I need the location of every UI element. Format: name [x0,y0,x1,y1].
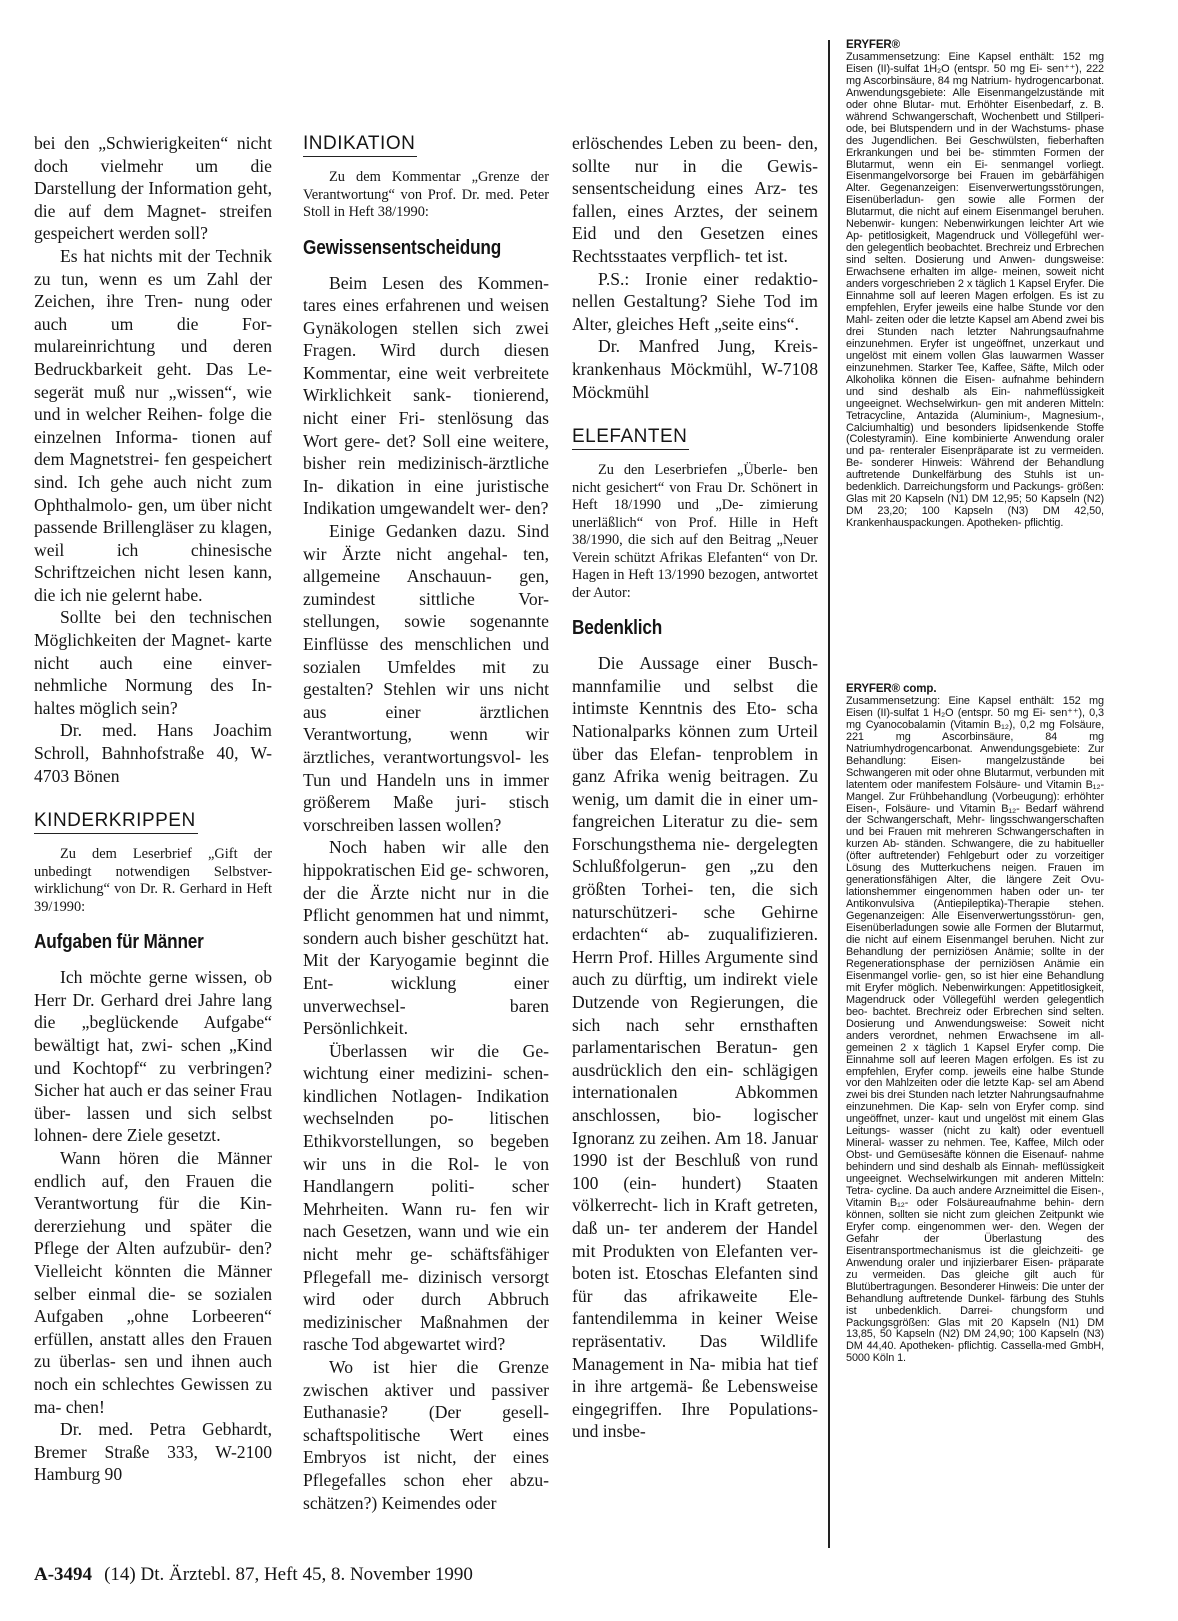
sidebar-divider [828,40,830,1548]
eryfer-comp-ad [846,684,1104,1365]
eryfer-ad-title: ERYFER® [846,39,900,51]
letter-headline: Gewissensentscheidung [303,236,502,259]
letter-paragraph: P.S.: Ironie einer redaktio- nellen Gestaltung? Siehe Tod im Alter, gleiches Heft „seite eins“. [572,268,818,334]
letter-intro: Zu dem Kommentar „Grenze der Verantwortung“ von Prof. Dr. med. Peter Stoll in Heft 38/1990: [303,169,549,220]
letter-signature: Dr. med. Petra Gebhardt, Bremer Straße 333, W-2100 Hamburg 90 [34,1419,272,1485]
letter-paragraph: bei den „Schwierigkeiten“ nicht doch vielmehr um die Darstellung der Information geht, die auf dem Magnet- streifen gespeichert werden soll? [34,133,272,244]
letter-signature: Dr. Manfred Jung, Kreis- krankenhaus Möckmühl, W-7108 Möckmühl [572,336,818,402]
letter-signature: Dr. med. Hans Joachim Schroll, Bahnhofstraße 40, W-4703 Bönen [34,720,272,786]
section-heading-kinderkrippen: KINDERKRIPPEN [34,810,198,834]
letter-paragraph: Die Aussage einer Busch- mannfamilie und selbst die intimste Kenntnis des Eto- scha Nationalparks können zum Urteil über das Elefan- tenproblem in ganz Afrika wenig beitragen. Zu wenig, um damit die in einer um- fangreichen Literatur zu die- sem Forschungsthema nie- dergelegten Schlußfolgerun- gen „zu den größten Torhei- ten, die sich naturschützeri- sche Gehirne erdachten“ ab- zuqualifizieren. Herrn Prof. Hilles Argumente sind auch zu dürftig, um indirekt viele Dutzende von Regierungen, die sich nach sehr ernsthaften parlamentarischen Beratun- gen ausdrücklich den ein- schlägigen internationalen Abkommen anschlossen, bio- logischer Ignoranz zu zeihen. Am 18. Januar 1990 ist der Beschluß von rund 100 (ein- hundert) Staaten völkerrecht- lich in Kraft getreten, daß un- ter anderem der Handel mit Produkten von Elefanten ver- boten ist. Etoschas Elefanten sind für das afrikaweite Ele- fantendilemma in keiner Weise repräsentativ. Das Wildlife Management in Na- mibia hat tief in ihre artgemä- ße Lebensweise eingegriffen. Ihre Populations- und insbe- [572,653,818,1442]
letter-paragraph: Noch haben wir alle den hippokratischen Eid ge- schworen, der die Ärzte nicht nur in die Pflicht genommen hat und nimmt, sondern auch bisher geschützt hat. Mit der Karyogamie beginnt die Ent- wicklung einer unverwechsel- baren Persönlichkeit. [303,837,549,1039]
eryfer-ad-text: Zusammensetzung: Eine Kapsel enthält: 152 mg Eisen (II)-sulfat 1H₂O (entspr. 50 mg Ei- sen⁺⁺), 222 mg Ascorbinsäure, 84 mg Natrium- hydrogencarbonat. Anwendungsgebiete: Alle Eisenmangelzustände mit oder ohne Blutar- mut. Erhöhter Eisenbedarf, z. B. während Schwangerschaft, Wochenbett und Stillperi- ode, bei Blutspendern und in der Wachstums- phase des Jugendlichen. Bei Geschwülsten, fieberhaften Erkrankungen und bei be- stimmten Formen der Blutarmut, wenn ein Ei- senmangel vorliegt. Eisenmangelvorsorge bei Frauen im gebärfähigen Alter. Gegenanzeigen: Eisenverwertungsstörungen, Eisenüberladun- gen sowie alle Formen der Blutarmut, die nicht auf einem Eisenmangel beruhen. Nebenwir- kungen: Nebenwirkungen leichter Art wie Ap- petitlosigkeit, Magendruck und Völlegefühl wer- den gelegentlich beobachtet. Brechreiz und Erbrechen sind selten. Dosierung und Anwen- dungsweise: Erwachsene erhalten im allge- meinen, soweit nicht anders vorgeschrieben 2 x täglich 1 Kapsel Eryfer. Die Einnahme soll auf leeren Magen erfolgen. Es ist zu empfehlen, Eryfer jeweils eine halbe Stunde vor den Mahl- zeiten oder die letzte Kapsel am Abend zwei bis drei Stunden nach letzter Nahrungsaufnahme einzunehmen. Eryfer ist ungeöffnet, unzerkaut und ungelöst mit einem vollen Glas lauwarmen Wasser einzunehmen. Starker Tee, Kaffee, Säfte, Milch oder Alkoholika können die Eisen- aufnahme behindern und sind deshalb als Ein- nahmeflüssigkeit ungeeignet. Wechselwirkun- gen mit anderen Mitteln: Tetracycline, Antazida (Aluminium-, Magnesium-, Calciumhaltig) und besonders lipidsenkende Stoffe (Colestyramin). Eine kombinierte Anwendung oraler und pa- renteraler Eisenpräparate ist zu vermeiden. Be- sonderer Hinweis: Während der Behandlung auftretende Dunkelfärbung des Stuhls ist un- bedenklich. Darreichungsform und Packungs- größen: Glas mit 20 Kapseln (N1) DM 12,95; 50 Kapseln (N2) DM 23,20; 100 Kapseln (N3) DM 42,50, Krankenhauspackungen. Apotheken- pflichtig. [846,50,1104,530]
letter-paragraph: Wann hören die Männer endlich auf, den Frauen die Verantwortung für die Kin- dererziehung und später die Pflege der Alten aufzubür- den? Vielleicht könnten die Männer selber einmal die- se sozialen Aufgaben „ohne Lorbeeren“ erfüllen, anstatt alles den Frauen zu überlas- sen und ihnen auch noch ein schlechtes Gewissen zu ma- chen! [34,1147,272,1417]
section-heading-elefanten: ELEFANTEN [572,426,689,450]
column-2 [303,132,549,1514]
journal-citation: (14) Dt. Ärztebl. 87, Heft 45, 8. November 1990 [104,1564,473,1585]
letter-headline: Bedenklich [572,617,663,640]
letter-paragraph: Wo ist hier die Grenze zwischen aktiver und passiver Euthanasie? (Der gesell- schaftspolitische Wert eines Embryos ist nicht, der eines Pflegefalles schon eher abzu- schätzen?) Keimendes oder [303,1357,549,1513]
column-1 [34,132,272,1486]
column-3 [572,132,818,1443]
letter-headline: Aufgaben für Männer [34,931,204,954]
letter-intro: Zu den Leserbriefen „Überle- ben nicht gesichert“ von Frau Dr. Schönert in Heft 18/1990 und „De- zimierung unerläßlich“ von Prof. Hille in Heft 38/1990, die sich auf den Beitrag „Neuer Verein schützt Afrikas Elefanten“ von Dr. Hagen in Heft 13/1990 bezogen, antwortet der Autor: [572,462,818,601]
page-number: A-3494 [34,1564,93,1585]
eryfer-ad [846,40,1104,530]
page-footer [34,1564,473,1586]
section-heading-indikation: INDIKATION [303,133,417,157]
letter-paragraph: Einige Gedanken dazu. Sind wir Ärzte nicht angehal- ten, allgemeine Anschauun- gen, zumindest sittliche Vor- stellungen, sowie sogenannte Einflüsse des menschlichen und sozialen Umfeldes mit zu gestalten? Stehlen wir uns nicht aus einer ärztlichen Verantwortung, wenn wir ärztliches, verantwortungsvol- les Tun und Handeln uns in immer größerem Maße juri- stisch vorschreiben lassen wollen? [303,521,549,835]
eryfer-comp-ad-text: Zusammensetzung: Eine Kapsel enthält: 152 mg Eisen (II)-sulfat 1 H₂O (entspr. 50 mg Ei- sen⁺⁺), 0,3 mg Cyanocobalamin (Vitamin B₁₂), 0,2 mg Folsäure, 221 mg Ascorbinsäure, 84 mg Natriumhydrogencarbonat. Anwendungsgebiete: Zur Behandlung: Eisen- mangelzustände bei Schwangeren mit oder ohne Blutarmut, verbunden mit latentem oder manifestem Folsäure- und Vitamin B₁₂- Mangel. Zur Frühbehandlung (Vorbeugung): erhöhter Eisen-, Folsäure- und Vitamin B₁₂- Bedarf während der Schwangerschaft, Mehr- lingsschwangerschaften und bei Frauen mit mehreren Schwangerschaften in kurzen Ab- ständen. Schwangere, die zu habitueller (öfter auftretender) Fehlgeburt oder zu vorzeitiger Lösung des Mutterkuchens neigen. Frauen im generationsfähigen Alter, die längere Zeit Ovu- lationshemmer eingenommen haben oder un- ter Antikonvulsiva (Antiepileptika)-Therapie stehen. Gegenanzeigen: Alle Eisenverwertungsstörun- gen, Eisenüberladungen sowie alle Formen der Blutarmut, die nicht auf einem Eisenmangel beruhen. Nicht zur Behandlung der perniziösen Anämie; sollte in der Regenerationsphase der perniziösen Anämie ein Eisenmangel vorlie- gen, so ist hier eine Behandlung mit Eryfer möglich. Nebenwirkungen: Appetitlosigkeit, Magendruck oder Völlegefühl werden gelegentlich beo- bachtet. Brechreiz oder Erbrechen sind selten. Dosierung und Anwendungsweise: Soweit nicht anders verordnet, nehmen Erwachsene im all- gemeinen 2 x täglich 1 Kapsel Eryfer comp. Die Einnahme soll auf leeren Magen erfolgen. Es ist zu empfehlen, Eryfer comp. jeweils eine halbe Stunde vor den Mahlzeiten oder die letzte Kap- sel am Abend zwei bis drei Stunden nach letzter Nahrungsaufnahme einzunehmen. Die Kap- seln von Eryfer comp. sind ungeöffnet, unzer- kaut und ungelöst mit einem Glas Leitungs- wasser (nicht zu kalt) oder eventuell Mineral- wasser zu nehmen. Tee, Kaffee, Milch oder Obst- und Gemüsesäfte können die Eisenauf- nahme behindern und sind deshalb als Einnah- meflüssigkeit ungeeignet. Wechselwirkungen mit anderen Mitteln: Tetra- cycline. Da auch andere Arzneimittel die Eisen-, Vitamin B₁₂- oder Folsäureaufnahme behin- dern können, sollten sie nicht zum gleichen Zeitpunkt wie Eryfer comp. eingenommen wer- den. Wegen der Gefahr der Überlastung des Eisentransportmechanismus ist die gleichzeiti- ge Anwendung oraler und injizierbarer Eisen- präparate zu vermeiden. Das gleiche gilt auch für Blutübertragungen. Besonderer Hinweis: Die unter der Behandlung auftretende Dunkel- färbung des Stuhls ist unbedenklich. Darrei- chungsform und Packungsgrößen: Glas mit 20 Kapseln (N1) DM 13,85, 50 Kapseln (N2) DM 24,90; 100 Kapseln (N3) DM 44,40. Apotheken- pflichtig. Cassella-med GmbH, 5000 Köln 1. [846,694,1104,1365]
letter-paragraph: Es hat nichts mit der Technik zu tun, wenn es um Zahl der Zeichen, ihre Tren- nung oder auch um die For- mulareinrichtung und deren Bedruckbarkeit geht. Das Le- segerät muß nur „wissen“, wie und in welcher Reihen- folge die einzelnen Informa- tionen auf dem Magnetstrei- fen gespeichert sind. Ich gehe auch nicht zum Ophthalmolo- gen, um über nicht passende Brillengläser zu klagen, weil ich chinesische Schriftzeichen nicht lesen kann, die ich nie gelernt habe. [34,245,272,605]
letter-paragraph: erlöschendes Leben zu been- den, sollte nur in die Gewis- sensentscheidung eines Arz- tes fallen, eines Arztes, der seinem Eid und den Gesetzen eines Rechtsstaates verpflich- tet ist. [572,133,818,266]
letter-intro: Zu dem Leserbrief „Gift der unbedingt notwendigen Selbstver- wirklichung“ von Dr. R. Gerhard in Heft 39/1990: [34,846,272,915]
letter-paragraph: Ich möchte gerne wissen, ob Herr Dr. Gerhard drei Jahre lang die „beglückende Aufgabe“ bewältigt hat, zwi- schen „Kind und Kochtopf“ zu verbringen? Sicher hat auch er das seiner Frau über- lassen und sich selbst lohnen- dere Ziele gesetzt. [34,967,272,1146]
letter-paragraph: Überlassen wir die Ge- wichtung einer medizini- schen-kindlichen Notlagen- Indikation wechselnden po- litischen Ethikvorstellungen, so begeben wir uns in die Rol- le von Handlangern politi- scher Mehrheiten. Wann ru- fen wir nach Gesetzen, wann und wie ein nicht mehr ge- schäftsfähiger Pflegefall me- dizinisch versorgt wird oder durch Abbruch medizinischer Maßnahmen der rasche Tod abgewartet wird? [303,1040,549,1355]
eryfer-comp-ad-title: ERYFER® comp. [846,683,937,695]
letter-paragraph: Sollte bei den technischen Möglichkeiten der Magnet- karte nicht auch eine einver- nehmliche Normung des In- haltes möglich sein? [34,607,272,718]
letter-paragraph: Beim Lesen des Kommen- tares eines erfahrenen und weisen Gynäkologen stellen sich zwei Fragen. Wird durch diesen Kommentar, eine weit verbreitete Wirklichkeit sank- tionierend, nicht einer Fri- stenlösung das Wort gere- det? Soll eine weitere, bisher rein medizinisch-ärztliche In- dikation in eine juristische Indikation umgewandelt wer- den? [303,272,549,519]
